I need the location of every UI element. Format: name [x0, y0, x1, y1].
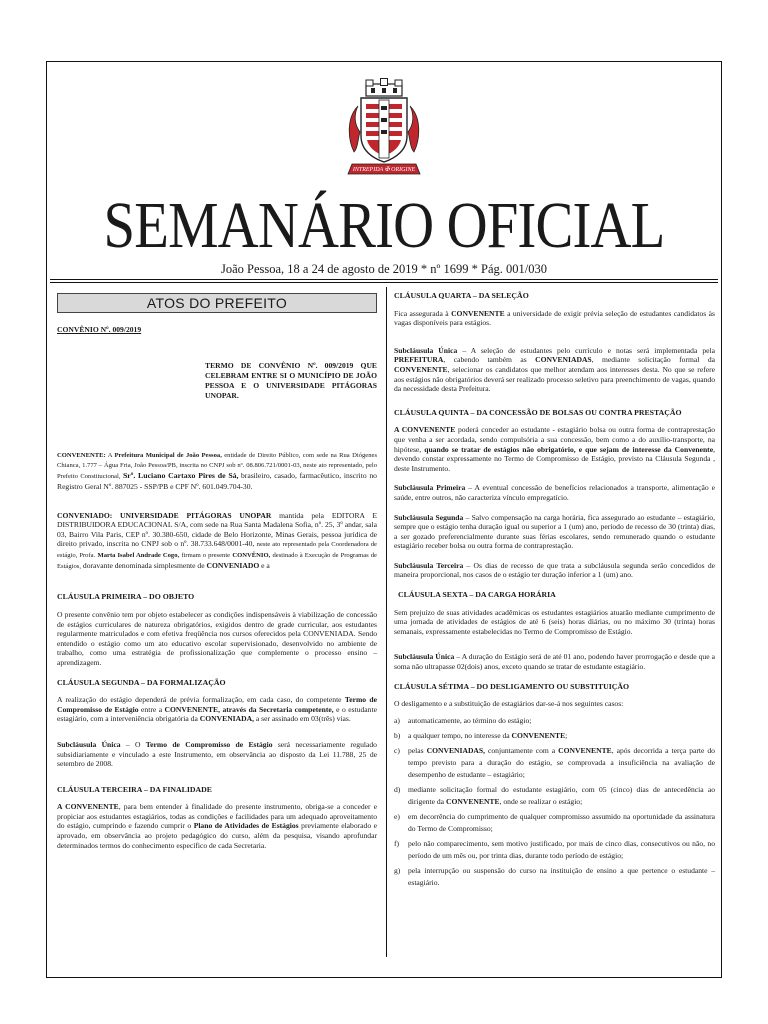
header-rule-2	[50, 282, 718, 283]
column-divider	[386, 287, 387, 957]
clausula-quinta-subclausula-terceira: Subcláusula Terceira – Os dias de recesso de que trata a subcláusula segunda serão concedidos de maneira proporcional, nos casos de o estágio ter duração inferior a 1 (um) ano.	[394, 560, 715, 580]
right-column	[394, 287, 715, 892]
clausula-setima-heading: CLÁUSULA SÉTIMA – DO DESLIGAMENTO OU SUBSTITUIÇÃO	[394, 681, 630, 691]
clausula-quinta-subclausula-primeira: Subcláusula Primeira – A eventual concessão de benefícios relacionados a transporte, alimentação e saúde, entre outros, não caracteriza vínculo empregatício.	[394, 483, 715, 502]
conveniado-paragraph: CONVENIADO: UNIVERSIDADE PITÁGORAS UNOPAR mantida pela EDITORA E DISTRIBUIDORA EDUCACIONAL S/A, com sede na Rua Santa Madalena Sofia, nº. 25, 3º andar, sala 03, Bairro Vila Paris, CEP nº. 30.380-650, cidade de Belo Horizonte, Minas Gerais, pessoa jurídica de direito privado, inscrita no CNPJ sob o nº. 38.733.648/0001-40, neste ato representado pela Coordenadora de estágio, Profa. Marta Isabel Andrade Cogo, firmam o presente CONVÊNIO, destinado à Execução de Programas de Estágios, doravante denominada simplesmente de CONVENIADO e a	[57, 510, 378, 571]
clausula-quarta-text: Fica assegurada à CONVENENTE a universidade de exigir prévia seleção de estudantes candidatos às vagas disponíveis para estágios.	[394, 308, 715, 328]
clausula-quinta-subclausula-segunda: Subcláusula Segunda – Salvo compensação na carga horária, fica assegurado ao estudante – estagiário, sempre que o estágio tenha duração igual ou superior a 1 (um) ano, período de recesso de 30 (trinta) dias, a ser gozado preferencialmente durante suas férias escolares, sendo remunerado quando o estudante estagiário receber bolsa ou outra forma de contraprestação.	[394, 512, 716, 551]
convenio-number: CONVÊNIO Nº. 009/2019	[57, 325, 142, 334]
crest-motto: INTREPIDA ✠ ORIGINE	[352, 167, 416, 173]
city-coat-of-arms	[344, 78, 424, 180]
clausula-terceira-heading: CLÁUSULA TERCEIRA – DA FINALIDADE	[57, 784, 212, 794]
masthead-title: SEMANÁRIO OFICIAL	[103, 189, 665, 262]
clausula-terceira-text: A CONVENENTE, para bem entender à finalidade do presente instrumento, obriga-se a conceder e propiciar aos estudantes estagiários, todas as condições e facilidades para um adequado aproveitamento do estágio, cumprindo e fazendo cumprir o Plano de Atividades de Estágios previamente elaborado e aprovado, em observância ao projeto pedagógico do curso, além da pesquisa, visando aprofundar determinados termos do conhecimento específico de cada Secretaria.	[57, 802, 378, 850]
dateline: João Pessoa, 18 a 24 de agosto de 2019 * nº 1699 * Pág. 001/030	[220, 262, 548, 276]
clausula-sexta-subclausula: Subcláusula Única – A duração do Estágio será de até 01 ano, podendo haver prorrogação e desde que a soma não ultrapasse 02(dois) anos, exceto quando se tratar de estudante estagiário.	[394, 652, 715, 672]
list-item: d) mediante solicitação formal do estudante estagiário, com 05 (cinco) dias de antecedência ao dirigente da CONVENENTE, onde se realizar o estágio;	[394, 784, 715, 806]
list-item: g) pela interrupção ou suspensão do curso na instituição de ensino a que pertence o estudante – estagiário.	[394, 865, 715, 887]
convenente-paragraph: CONVENENTE: A Prefeitura Municipal de João Pessoa, entidade de Direito Público, com sede na Rua Diógenes Chianca, 1.777 – Água Fria, João Pessoa/PB, inscrita no CNPJ sob nº. 08.806.721/0001-03, neste ato representado, pelo Prefeito Constitucional, Srº. Luciano Cartaxo Pires de Sá, brasileiro, casado, farmacêutico, inscrito no Registro Geral Nº. 887025 - SSP/PB e CPF Nº. 601.049.704-30.	[57, 451, 378, 491]
clausula-primeira-heading: CLÁUSULA PRIMEIRA – DO OBJETO	[57, 592, 195, 602]
list-item: f) pelo não comparecimento, sem motivo justificado, por mais de cinco dias, consecutivos ou não, no período de um mês ou, por trinta dias, durante todo período de estágio;	[394, 838, 715, 860]
clausula-quarta-subclausula: Subcláusula Única – A seleção de estudantes pelo currículo e notas será implementada pela PREFEITURA, cabendo também as CONVENIADAS, mediante solicitação formal da CONVENENTE, selecionar os candidatos que melhor atendam aos interesses desta. No que se refere aos estágios não obrigatórios deverá ser realizado processo seletivo para preenchimento de vagas, quando da necessidade desta Prefeitura.	[394, 345, 715, 394]
clausula-quinta-text: A CONVENENTE poderá conceder ao estudante - estagiário bolsa ou outra forma de contraprestação que venha a ser acordada, sendo compulsória a sua concessão, bem como a do auxílio-transporte, na hipótese, quando se tratar de estágios não obrigatório, e que sejam de interesse da Convenente, devendo constar expressamente no Termo de Compromisso de Estágio, previsto na Cláusula Segunda , deste Instrumento.	[394, 425, 715, 473]
clausula-segunda-subclausula: Subcláusula Única – O Termo de Compromisso de Estágio será necessariamente regulado subsidiariamente e vinculado a este Instrumento, em observância ao disposto da Lei 11.788, 25 de setembro de 2008.	[57, 739, 377, 769]
list-item: c) pelas CONVENIADAS, conjuntamente com a CONVENENTE, após decorrida a terça parte do tempo previsto para a duração do estágio, se comprovada a insuficiência na avaliação de desempenho de estudante – estagiário;	[394, 745, 715, 779]
termo-heading: TERMO DE CONVÊNIO Nº. 009/2019 QUE CELEBRAM ENTRE SI O MUNICÍPIO DE JOÃO PESSOA E O UNIVERSIDADE PITÁGORAS UNOPAR.	[205, 360, 377, 400]
clausula-segunda-text: A realização do estágio dependerá de prévia formalização, em cada caso, do competente Termo de Compromisso de Estágio entre a CONVENENTE, através da Secretaria competente, e o estudante estagiário, com a interveniência obrigatória da CONVENIADA, a ser assinado em 03(três) vias.	[57, 695, 377, 724]
clausula-sexta-text: Sem prejuízo de suas atividades acadêmicas os estudantes estagiários atuarão mediante cumprimento de uma jornada de atividades de estágios de até 6 (seis) horas diárias, ou no máximo 30 (trinta) horas semanais, expressamente estabelecidas no Termo de Compromisso de Estágio.	[394, 607, 715, 636]
desligamento-list	[394, 715, 715, 889]
header-rule	[50, 279, 718, 280]
left-column	[57, 287, 377, 860]
section-title: ATOS DO PREFEITO	[57, 293, 377, 313]
prefeito-name: Srº. Luciano Cartaxo Pires de Sá,	[122, 470, 239, 480]
clausula-segunda-heading: CLÁUSULA SEGUNDA – DA FORMALIZAÇÃO	[57, 677, 226, 687]
list-item: a) automaticamente, ao término do estágio;	[394, 715, 532, 725]
conveniado-label: CONVENIADO: UNIVERSIDADE PITÁGORAS UNOPAR	[57, 510, 272, 520]
list-item: b) a qualquer tempo, no interesse da CONVENENTE;	[394, 730, 568, 740]
clausula-quinta-heading: CLÁUSULA QUINTA – DA CONCESSÃO DE BOLSAS OU CONTRA PRESTAÇÃO	[394, 407, 682, 417]
convenente-label: CONVENENTE:	[57, 451, 106, 459]
clausula-sexta-heading: CLÁUSULA SEXTA – DA CARGA HORÁRIA	[398, 590, 556, 600]
clausula-setima-intro: O desligamento e a substituição de estagiários dar-se-á nos seguintes casos:	[394, 699, 624, 709]
list-item: e) em decorrência do cumprimento de qualquer compromisso assumido na oportunidade da assinatura do Termo de Compromisso;	[394, 811, 715, 833]
clausula-primeira-text: O presente convênio tem por objeto estabelecer as condições indispensáveis à viabilização de concessão de estágios curriculares de natureza obrigatórios, exigidos dentro de grade curricular, aos estudantes regularmente matriculados e com efetiva freqüência nos cursos oferecidos pela CONVENIADA. Sendo entendido o estágio como um ato educativo escolar supervisionado, desenvolvido no ambiente de trabalho, como uma estratégia de profissionalização que complemente o processo ensino – aprendizagem.	[57, 609, 377, 667]
clausula-quarta-heading: CLÁUSULA QUARTA – DA SELEÇÃO	[394, 291, 529, 300]
